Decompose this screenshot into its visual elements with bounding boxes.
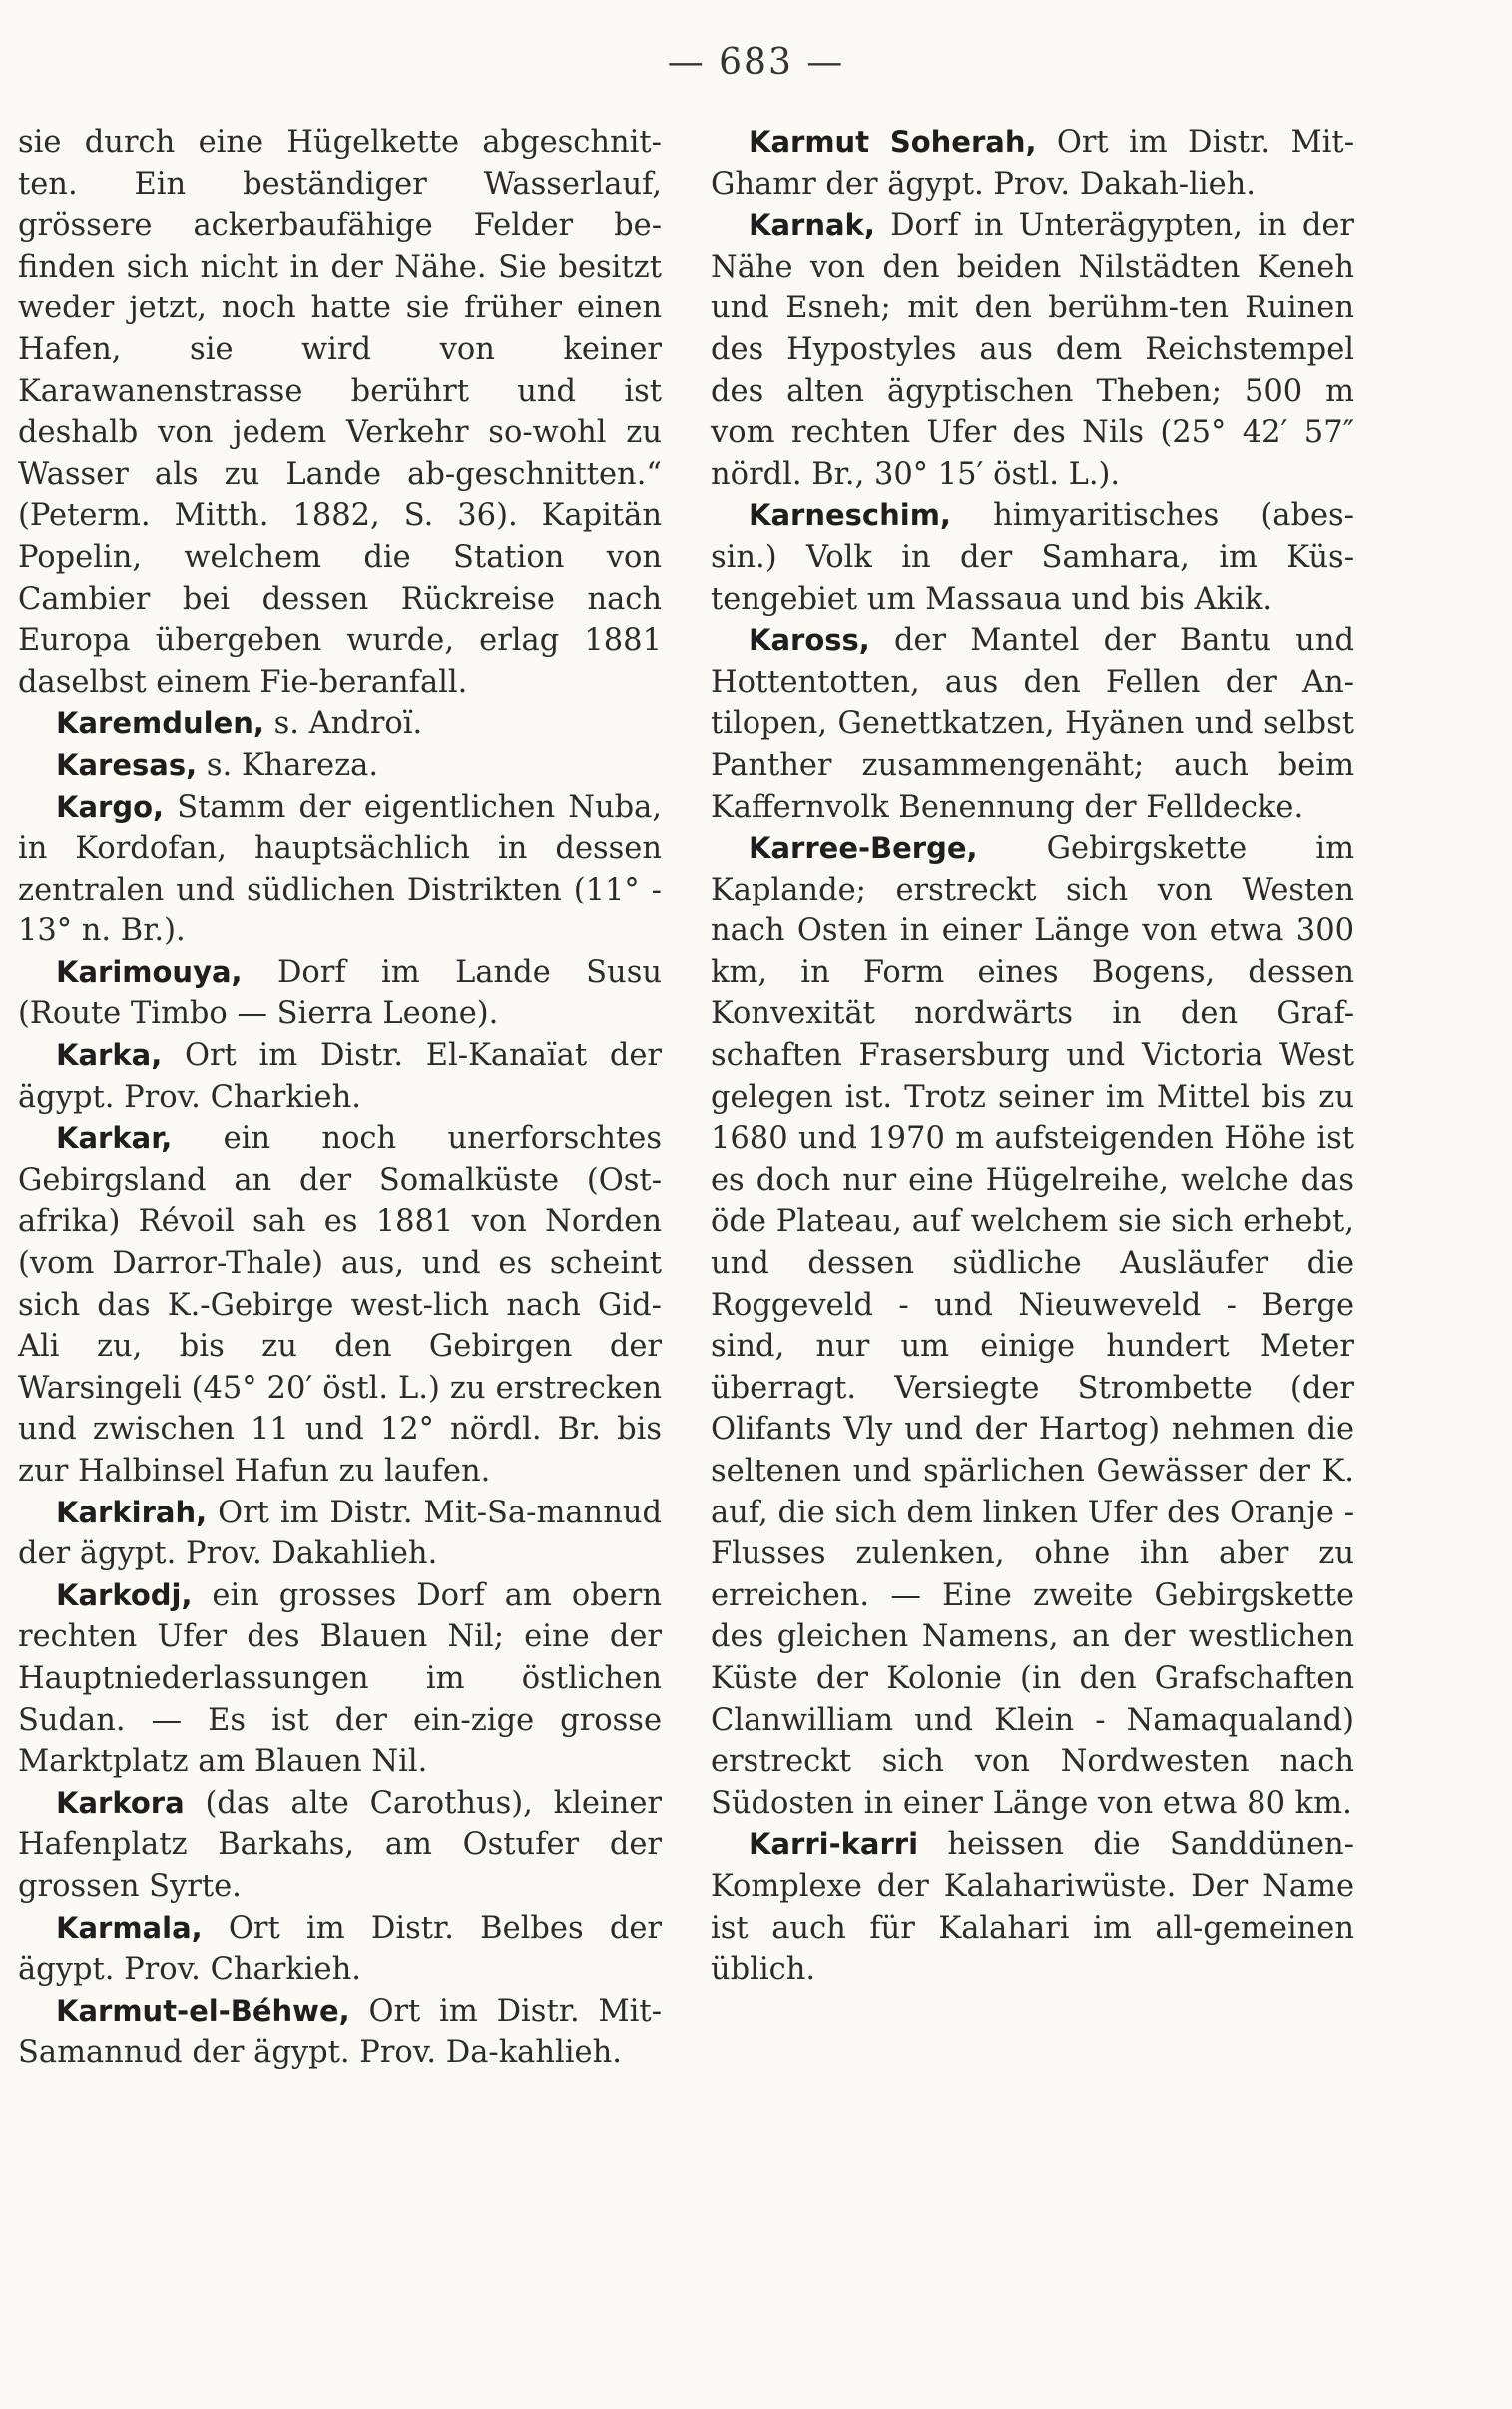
entry-term: Karkirah, bbox=[56, 1495, 208, 1529]
entry-term: Karmut Soherah, bbox=[749, 125, 1037, 159]
entry-text: Ort im Distr. Mit-Samannud der ägypt. Prov. Da-kahlieh. bbox=[18, 1993, 662, 2071]
dictionary-entry bbox=[18, 1908, 662, 1991]
entry-text: ein noch unerforschtes Gebirgsland an der Somalküste (Ost-afrika) Révoil sah es 1881 von Norden (vom Darror-Thale) aus, und es scheint sich das K.-Gebirge west-lich nach Gid-Ali zu, bis zu den Gebirgen der Warsingeli (45° 20′ östl. L.) zu erstrecken und zwischen 11 und 12° nördl. Br. bis zur Halbinsel Hafun zu laufen. bbox=[18, 1121, 662, 1489]
dictionary-entry bbox=[18, 745, 662, 787]
entry-text: s. Androï. bbox=[263, 706, 423, 742]
left-column bbox=[18, 122, 662, 2074]
entry-term: Karneschim, bbox=[749, 498, 951, 533]
entry-text: Ort im Distr. El-Kanaïat der ägypt. Prov. Charkieh. bbox=[18, 1038, 662, 1115]
dictionary-entry bbox=[18, 787, 662, 952]
dictionary-entry bbox=[711, 495, 1354, 620]
entry-term: Karnak, bbox=[749, 208, 875, 243]
dictionary-entry bbox=[711, 1824, 1354, 1990]
entry-term: Karmut-el-Béhwe, bbox=[56, 1993, 350, 2028]
dictionary-entry bbox=[18, 1783, 662, 1908]
dictionary-entry bbox=[18, 1118, 662, 1492]
entry-text: s. Khareza. bbox=[197, 747, 379, 783]
entry-term: Karmala, bbox=[56, 1910, 203, 1945]
entry-term: Karka, bbox=[56, 1038, 163, 1073]
dictionary-entry bbox=[711, 828, 1354, 1824]
entry-term: Karkora bbox=[56, 1785, 185, 1820]
dictionary-entry bbox=[18, 1493, 662, 1575]
entry-text: Dorf im Lande Susu (Route Timbo — Sierra Leone). bbox=[18, 954, 662, 1032]
entry-term: Kaross, bbox=[749, 623, 870, 658]
page-number: — 683 — bbox=[667, 42, 845, 83]
dictionary-entry bbox=[711, 620, 1354, 828]
entry-term: Karesas, bbox=[56, 747, 198, 782]
right-column bbox=[711, 122, 1354, 1991]
entry-term: Karkodj, bbox=[56, 1577, 193, 1612]
dictionary-entry bbox=[711, 122, 1354, 205]
continuation-paragraph: sie durch eine Hügelkette abgeschnit-ten. Ein beständiger Wasserlauf, grössere ackerbaufähige Felder be-finden sich nicht in der Nähe. Sie besitzt weder jetzt, noch hatte sie früher einen Hafen, sie wird von keiner Karawanenstrasse berührt und ist deshalb von jedem Verkehr so-wohl zu Wasser als zu Lande ab-geschnitten.“ (Peterm. Mitth. 1882, S. 36). Kapitän Popelin, welchem die Station von Cambier bei dessen Rückreise nach Europa übergeben wurde, erlag 1881 daselbst einem Fie-beranfall. bbox=[18, 125, 662, 700]
entry-term: Karree-Berge, bbox=[749, 831, 978, 866]
dictionary-entry bbox=[18, 1575, 662, 1783]
dictionary-entry bbox=[18, 703, 662, 745]
dictionary-entry bbox=[18, 1035, 662, 1118]
entry-term: Karkar, bbox=[56, 1121, 173, 1156]
entry-text: Ort im Distr. Belbes der ägypt. Prov. Charkieh. bbox=[18, 1910, 662, 1988]
entry-text: Dorf in Unterägypten, in der Nähe von den beiden Nilstädten Keneh und Esneh; mit den berühm-ten Ruinen des Hypostyles aus dem Reichstempel des alten ägyptischen Theben; 500 m vom rechten Ufer des Nils (25° 42′ 57″ nördl. Br., 30° 15′ östl. L.). bbox=[711, 208, 1354, 492]
entry-text: der Mantel der Bantu und Hottentotten, aus den Fellen der An-tilopen, Genettkatzen, Hyänen und selbst Panther zusammengenäht; auch beim Kaffernvolk Benennung der Felldecke. bbox=[711, 623, 1354, 825]
entry-text: Gebirgskette im Kaplande; erstreckt sich von Westen nach Osten in einer Länge von etwa 300 km, in Form eines Bogens, dessen Konvexität nordwärts in den Graf-schaften Frasersburg und Victoria West gelegen ist. Trotz seiner im Mittel bis zu 1680 und 1970 m aufsteigenden Höhe ist es doch nur eine Hügelreihe, welche das öde Plateau, auf welchem sie sich erhebt, und dessen südliche Ausläufer die Roggeveld - und Nieuweveld - Berge sind, nur um einige hundert Meter überragt. Versiegte Strombette (der Olifants Vly und der Hartog) nehmen die seltenen und spärlichen Gewässer der K. auf, die sich dem linken Ufer des Oranje - Flusses zulenken, ohne ihn aber zu erreichen. — Eine zweite Gebirgskette des gleichen Namens, an der westlichen Küste der Kolonie (in den Grafschaften Clanwilliam und Klein - Namaqualand) erstreckt sich von Nordwesten nach Südosten in einer Länge von etwa 80 km. bbox=[711, 831, 1354, 1821]
entry-term: Kargo, bbox=[56, 789, 165, 824]
dictionary-entry bbox=[18, 952, 662, 1035]
entry-text: Stamm der eigentlichen Nuba, in Kordofan, hauptsächlich in dessen zentralen und südlichen Distrikten (11° - 13° n. Br.). bbox=[18, 789, 662, 949]
entry-text: heissen die Sanddünen-Komplexe der Kalahariwüste. Der Name ist auch für Kalahari im all-gemeinen üblich. bbox=[711, 1827, 1354, 1988]
left-entries-list bbox=[18, 703, 662, 2074]
entry-text: (das alte Carothus), kleiner Hafenplatz Barkahs, am Ostufer der grossen Syrte. bbox=[18, 1785, 662, 1904]
entry-term: Karimouya, bbox=[56, 954, 243, 989]
entry-term: Karemdulen, bbox=[56, 706, 264, 741]
right-entries-list bbox=[711, 122, 1354, 1991]
dictionary-entry bbox=[18, 1991, 662, 2074]
entry-term: Karri-karri bbox=[749, 1827, 919, 1862]
entry-text: Ort im Distr. Mit-Sa-mannud der ägypt. Prov. Dakahlieh. bbox=[18, 1495, 662, 1572]
dictionary-entry bbox=[711, 205, 1354, 495]
entry-text: Ort im Distr. Mit-Ghamr der ägypt. Prov. Dakah-lieh. bbox=[711, 125, 1354, 202]
entry-text: ein grosses Dorf am obern rechten Ufer des Blauen Nil; eine der Hauptniederlassungen im östlichen Sudan. — Es ist der ein-zige grosse Marktplatz am Blauen Nil. bbox=[18, 1577, 662, 1780]
entry-text: himyaritisches (abes-sin.) Volk in der Samhara, im Küs-tengebiet um Massaua und bis Akik. bbox=[711, 498, 1354, 617]
